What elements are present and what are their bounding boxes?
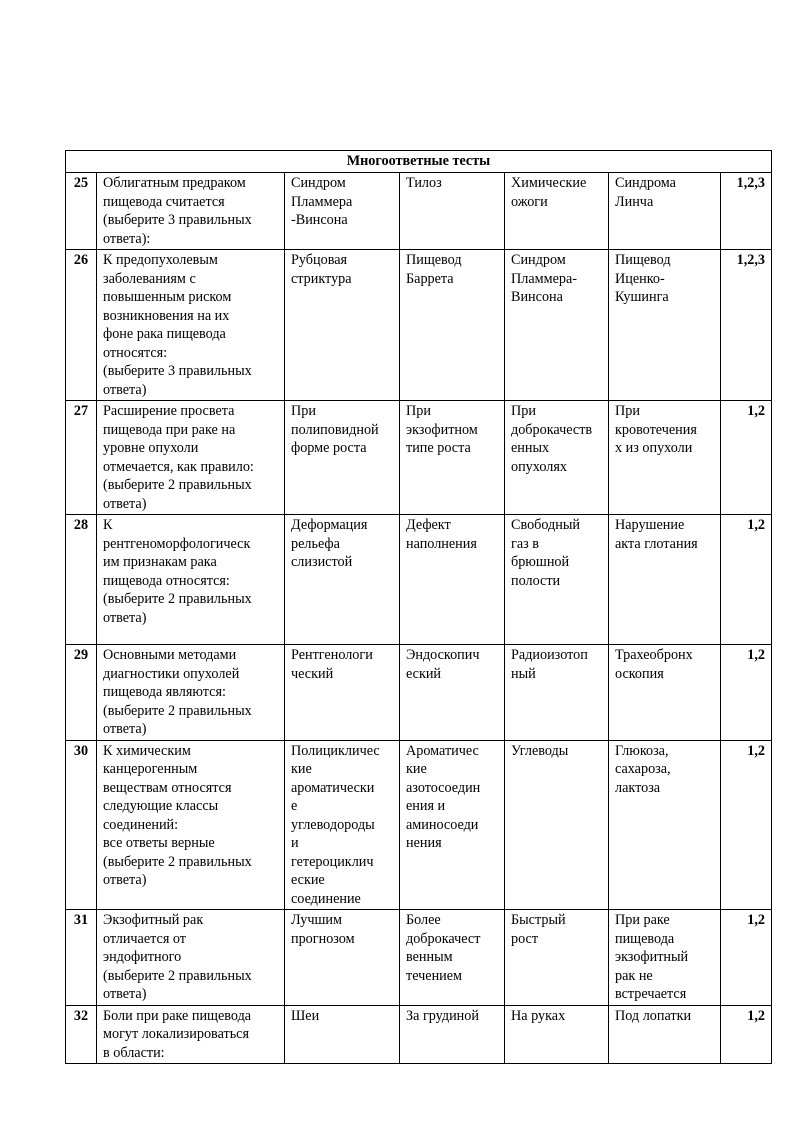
table-header-row [66, 151, 772, 173]
correct-answer: 1,2 [721, 740, 772, 910]
answer-option-4: Синдрома Линча [609, 173, 721, 250]
answer-option-1: Деформация рельефа слизистой [285, 515, 400, 645]
question-text: Основными методами диагностики опухолей пищевода являются: (выберите 2 правильных ответа) [97, 645, 285, 741]
question-number: 31 [66, 910, 97, 1006]
correct-answer: 1,2 [721, 401, 772, 515]
correct-answer: 1,2,3 [721, 173, 772, 250]
answer-option-3: При доброкачеств енных опухолях [505, 401, 609, 515]
question-text: К рентгеноморфологическ им признакам рака пищевода относятся: (выберите 2 правильных ответа) [97, 515, 285, 645]
answer-option-1: Полицикличес кие ароматически е углеводороды и гетероциклич еские соединение [285, 740, 400, 910]
answer-option-4: При раке пищевода экзофитный рак не встречается [609, 910, 721, 1006]
question-text: Расширение просвета пищевода при раке на уровне опухоли отмечается, как правило: (выберите 2 правильных ответа) [97, 401, 285, 515]
question-text: Боли при раке пищевода могут локализироваться в области: [97, 1005, 285, 1064]
correct-answer: 1,2 [721, 515, 772, 645]
question-number: 32 [66, 1005, 97, 1064]
answer-option-3: Быстрый рост [505, 910, 609, 1006]
answer-option-4: Под лопатки [609, 1005, 721, 1064]
answer-option-3: Синдром Пламмера- Винсона [505, 250, 609, 401]
answer-option-3: Химические ожоги [505, 173, 609, 250]
answer-option-2: Дефект наполнения [400, 515, 505, 645]
correct-answer: 1,2 [721, 910, 772, 1006]
answer-option-1: Лучшим прогнозом [285, 910, 400, 1006]
answer-option-4: При кровотечения х из опухоли [609, 401, 721, 515]
correct-answer: 1,2 [721, 645, 772, 741]
table-row [66, 1005, 772, 1064]
correct-answer: 1,2 [721, 1005, 772, 1064]
question-number: 30 [66, 740, 97, 910]
table-row [66, 401, 772, 515]
question-text: К предопухолевым заболеваниям с повышенным риском возникновения на их фоне рака пищевода относятся: (выберите 3 правильных ответа) [97, 250, 285, 401]
question-number: 27 [66, 401, 97, 515]
answer-option-3: На руках [505, 1005, 609, 1064]
question-text: Облигатным предраком пищевода считается (выберите 3 правильных ответа): [97, 173, 285, 250]
answer-option-1: При полиповидной форме роста [285, 401, 400, 515]
question-number: 29 [66, 645, 97, 741]
answer-option-1: Шеи [285, 1005, 400, 1064]
answer-option-4: Пищевод Иценко- Кушинга [609, 250, 721, 401]
question-number: 28 [66, 515, 97, 645]
answer-option-2: Тилоз [400, 173, 505, 250]
table-row [66, 515, 772, 645]
answer-option-2: Эндоскопич еский [400, 645, 505, 741]
answer-option-1: Рентгенологи ческий [285, 645, 400, 741]
table-row [66, 645, 772, 741]
correct-answer: 1,2,3 [721, 250, 772, 401]
answer-option-3: Углеводы [505, 740, 609, 910]
answer-option-1: Рубцовая стриктура [285, 250, 400, 401]
question-text: Экзофитный рак отличается от эндофитного (выберите 2 правильных ответа) [97, 910, 285, 1006]
question-number: 26 [66, 250, 97, 401]
answer-option-2: Ароматичес кие азотосоедин ения и аминосоеди нения [400, 740, 505, 910]
table-row [66, 250, 772, 401]
answer-option-1: Синдром Пламмера -Винсона [285, 173, 400, 250]
question-number: 25 [66, 173, 97, 250]
table-row [66, 740, 772, 910]
answer-option-2: Более доброкачест венным течением [400, 910, 505, 1006]
table-row [66, 910, 772, 1006]
table-row [66, 173, 772, 250]
answer-option-3: Свободный газ в брюшной полости [505, 515, 609, 645]
tests-table [65, 150, 772, 1064]
answer-option-2: За грудиной [400, 1005, 505, 1064]
answer-option-2: При экзофитном типе роста [400, 401, 505, 515]
question-text: К химическим канцерогенным веществам относятся следующие классы соединений: все ответы верные (выберите 2 правильных ответа) [97, 740, 285, 910]
answer-option-4: Нарушение акта глотания [609, 515, 721, 645]
answer-option-2: Пищевод Баррета [400, 250, 505, 401]
answer-option-4: Трахеобронх оскопия [609, 645, 721, 741]
table-body [66, 173, 772, 1064]
answer-option-4: Глюкоза, сахароза, лактоза [609, 740, 721, 910]
table-title: Многоответные тесты [66, 151, 772, 173]
answer-option-3: Радиоизотоп ный [505, 645, 609, 741]
